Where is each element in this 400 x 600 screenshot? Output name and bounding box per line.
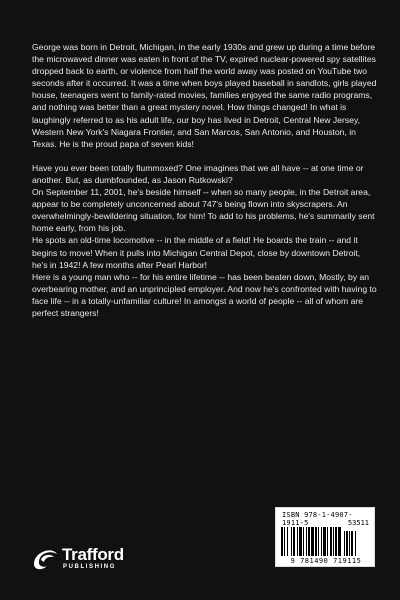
author-bio-paragraph: George was born in Detroit, Michigan, in the early 1930s and grew up during a time before the microwaved dinner was eaten in front of the TV, expired nuclear-powered spy satellites dropped back to earth, or violence from half the world away was posted on YouTube two seconds after it occurred. It was a time when boys played baseball in sandlots, girls played house, teenagers went to family-rated movies, families enjoyed the same radio programs, and nothing was better than a great mystery novel. How things changed! In what is laughingly referred to as his adult life, our boy has lived in Detroit, Central New Jersey, Western New York's Niagara Frontier, and San Marcos, San Antonio, and Houston, in Texas. He is the proud papa of seven kids! bbox=[32, 42, 377, 149]
barcode-digits: 9 781490 719115 bbox=[290, 557, 362, 565]
blurb-paragraph: He spots an old-time locomotive -- in the middle of a field! He boards the train -- and it begins to move! When it pulls into Michigan Central Depot, close by downtown Detroit, he's in 1942! A few months after Pearl Harbor! bbox=[32, 235, 361, 270]
blurb-paragraph: Here is a young man who -- for his entire lifetime -- has been beaten down, Mostly, by an overbearing mother, and an unprincipled employer. And now he's confronted with having to face life -- in a totally-unfamiliar culture! In amongst a world of people -- all of whom are perfect strangers! bbox=[32, 271, 377, 318]
blurb-paragraph: On September 11, 2001, he's beside himself -- when so many people, in the Detroit area, appear to be completely unconcerned about 747's being flown into skyscrapers. An overwhelmingly-bewildering situation, for him! To add to his problems, he's summarily sent home early, from his job. bbox=[32, 187, 375, 234]
barcode-bars bbox=[281, 527, 371, 556]
back-cover-blurb bbox=[32, 41, 378, 319]
price-code: 53511 bbox=[347, 519, 369, 527]
isbn-barcode bbox=[275, 507, 375, 567]
trafford-swirl-icon bbox=[30, 544, 60, 572]
blurb-paragraph: Have you ever been totally flummoxed? One imagines that we all have -- at one time or another. But, as dumbfounded, as Jason Rutkowski? bbox=[32, 162, 364, 185]
publisher-name: Trafford bbox=[62, 545, 124, 564]
publisher-logo bbox=[30, 544, 170, 574]
publisher-tagline: PUBLISHING bbox=[63, 564, 117, 570]
isbn-label: ISBN 978-1-4907-1911-5 bbox=[282, 511, 353, 527]
